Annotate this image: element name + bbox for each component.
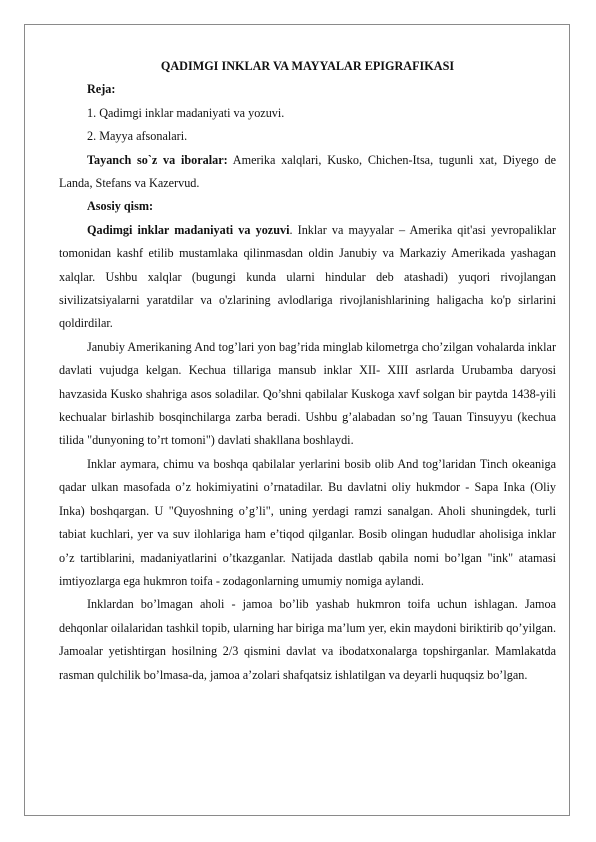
keywords-paragraph (59, 149, 556, 196)
main-heading-text: Asosiy qism: (87, 199, 154, 214)
section1-paragraph (59, 219, 556, 336)
section1-title: Qadimgi inklar madaniyati va yozuvi (87, 222, 290, 237)
plan-heading (59, 78, 556, 101)
paragraph-community: Inklardan bo’lmagan aholi - jamoa bo’lib yashab hukmron toifa uchun ishlagan. Jamoa dehqonlar oilalaridan tashkil topib, ularning har biriga ma’lum yer, ekin maydoni biriktirib qo’yilgan. Jamoalar yetishtirgan hosilning 2/3 qismini davlat va ibodatxonalarga topshirganlar. Mamlakatda rasman qulchilik bo’lmasa-da, jamoa a’zolari shafqatsiz ishlatilgan va deyarli huquqsiz bo’lgan. (59, 597, 556, 682)
section1-text: . Inklar va mayyalar – Amerika qit'asi yevropaliklar tomonidan kashf etilib mustamlaka qilinmasdan oldin Janubiy va Markaziy Amerikada yashagan xalqlar. Ushbu xalqlar (bugungi kunda ularni hindular deb atashadi) yuqori rivojlangan sivilizatsiyalarni yaratdilar va o'zlarining avlodlariga rivojlanishlarining haligacha ko'p sirlarini qoldirdilar. (59, 222, 557, 331)
paragraph-inca-conquests: Inklar aymara, chimu va boshqa qabilalar yerlarini bosib olib And tog’laridan Tinch okeaniga qadar ulkan masofada o’z hokimiyatini o’rnatadilar. Bu davlatni oliy hukmdor - Sapa Inka (Oliy Inka) boshqargan. U "Quyoshning o’g’li", uning yerdagi ramzi sanalgan. Aholi shuningdek, turli tabiat kuchlari, yer va suv ilohlariga ham e’tiqod qilganlar. Bosib olingan hududlar aholisiga inklar o’z tartiblarini, madaniyatlarini o’tkazganlar. Natijada dastlab qabila nomi bo’lgan "ink" atamasi imtiyozlarga ega hukmron toifa - zodagonlarning umumiy nomiga aylandi. (59, 456, 556, 588)
plan-item-2: 2. Mayya afsonalari. (87, 129, 188, 144)
document-body (59, 55, 556, 687)
keywords-label: Tayanch so`z va iboralar: (87, 152, 228, 167)
keywords-text: Amerika xalqlari, Kusko, Chichen-Itsa, tugunli xat, Diyego de Landa, Stefans va Kazervud. (59, 152, 556, 191)
paragraph-inca-state: Janubiy Amerikaning And tog’lari yon bag’rida minglab kilometrga cho’zilgan vohalarda inklar davlati vujudga kelgan. Kechua tillariga mansub inklar XII- XIII asrlarda Urubamba daryosi havzasida Kusko shahriga asos soladilar. Qo’shni qabilalar Kuskoga xavf solgan bir paytda 1438-yili kechualar birlashib bosqinchilarga zarba beradi. Ushbu g’alabadan so’ng Tauan Tinsuyyu (kechua tilida "dunyoning to’rt tomoni") davlati shakllana boshlaydi. (59, 339, 556, 448)
main-heading (59, 195, 556, 218)
plan-item-1: 1. Qadimgi inklar madaniyati va yozuvi. (87, 105, 285, 120)
plan-heading-text: Reja: (87, 82, 116, 97)
page-title: QADIMGI INKLAR VA MAYYALAR EPIGRAFIKASI (160, 59, 455, 73)
